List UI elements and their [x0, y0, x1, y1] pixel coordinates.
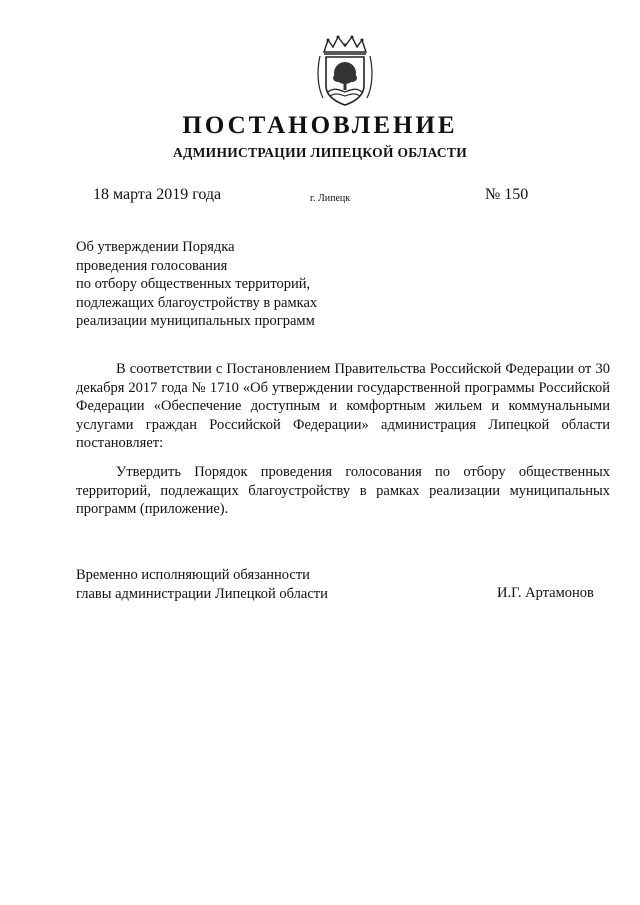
signatory-position-line: главы администрации Липецкой области [76, 585, 328, 602]
document-title: ПОСТАНОВЛЕНИЕ [182, 112, 458, 139]
subject-line: Об утверждении Порядка [76, 239, 235, 255]
document-number: № 150 [485, 186, 529, 203]
signatory-name: И.Г. Артамонов [497, 585, 594, 601]
body-paragraph-resolution: Утвердить Порядок проведения голосования по отбору общественных территорий, подлежащих благоустройству в рамках реализации муниципальных программ (приложение). [76, 464, 610, 518]
subject-line: подлежащих благоустройству в рамках [76, 294, 318, 311]
document-issuer: АДМИНИСТРАЦИИ ЛИПЕЦКОЙ ОБЛАСТИ [172, 145, 468, 160]
document-subject [76, 238, 376, 331]
body-paragraph-preamble: В соответствии с Постановлением Правительства Российской Федерации от 30 декабря 2017 года № 1710 «Об утверждении государственной программы Российской Федерации «Обеспечение доступным и комфортным жильем и коммунальными услугами граждан Российской Федерации» администрация Липецкой области постановляет: [76, 361, 610, 452]
signatory-position-line: Временно исполняющий обязанности [76, 567, 310, 583]
document-city: г. Липецк [310, 193, 351, 204]
subject-line: по отбору общественных территорий, [76, 276, 311, 292]
coat-of-arms-icon [314, 34, 376, 108]
signatory-position [76, 566, 328, 603]
subject-line: проведения голосования [76, 257, 228, 274]
document-date: 18 марта 2019 года [93, 186, 222, 203]
subject-line: реализации муниципальных программ [76, 313, 315, 329]
